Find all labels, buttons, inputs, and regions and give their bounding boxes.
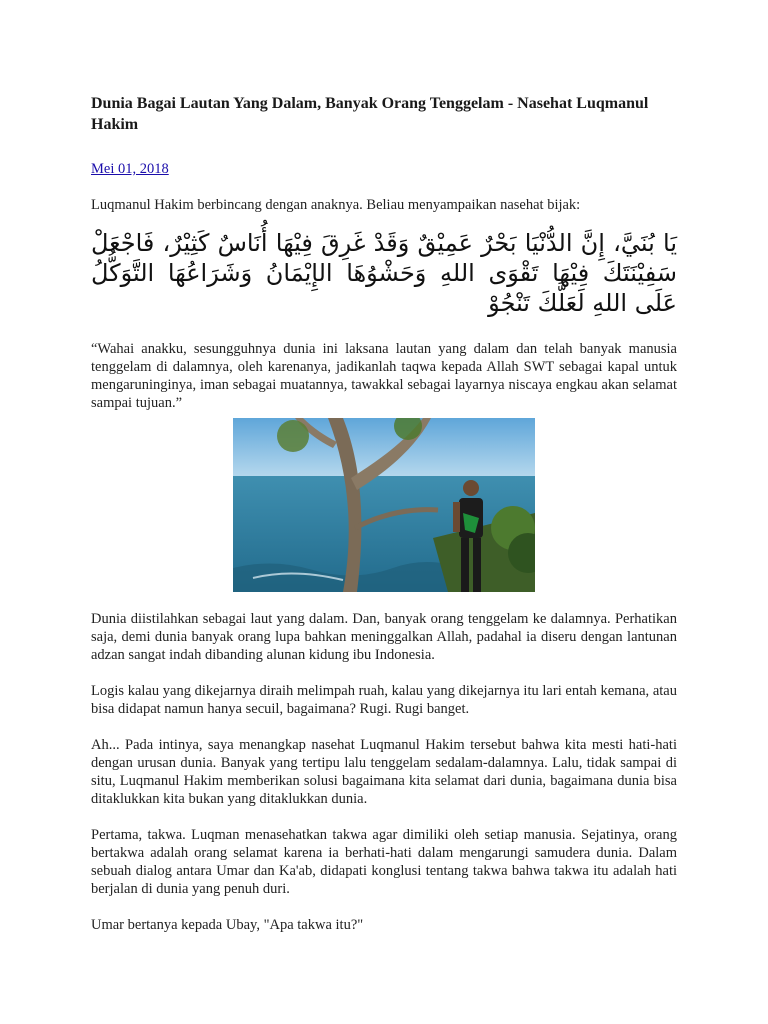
article (91, 93, 677, 934)
paragraph-1: Dunia diistilahkan sebagai laut yang dalam. Dan, banyak orang tenggelam ke dalamnya. Perhatikan saja, demi dunia banyak orang lupa bahkan meninggalkan Allah, padahal ia diseru dengan lantunan adzan sangat indah dibanding alunan kidung ibu Indonesia. (91, 611, 677, 663)
article-title: Dunia Bagai Lautan Yang Dalam, Banyak Orang Tenggelam - Nasehat Luqmanul Hakim (91, 95, 649, 133)
paragraph-4: Pertama, takwa. Luqman menasehatkan takwa agar dimiliki oleh setiap manusia. Sejatinya, orang bertakwa adalah orang selamat karena ia berhati-hati dalam mengarungi samudera dunia. Dalam sebuah dialog antara Umar dan Ka'ab, didapati konglusi tentang takwa bahwa takwa itu adalah hati berjalan di dunia yang penuh duri. (91, 827, 677, 897)
photo-sea-tree (233, 418, 535, 592)
paragraph-5: Umar bertanya kepada Ubay, "Apa takwa itu?" (91, 917, 364, 933)
translation-text: “Wahai anakku, sesungguhnya dunia ini laksana lautan yang dalam dan telah banyak manusia tenggelam di dalamnya, oleh karenanya, jadikanlah taqwa kepada Allah SWT sebagai kapal untuk mengaruninginya, iman sebagai muatannya, tawakkal sebagai layarnya niscaya engkau akan selamat sampai tujuan.” (91, 341, 677, 411)
arabic-quote: يَا بُنَيَّ، إِنَّ الدُّنْيَا بَحْرٌ عَمِيْقٌ وَقَدْ غَرِقَ فِيْهَا أُنَاسٌ كَثِيْرٌ، فَاجْعَلْ سَفِيْنَتَكَ فِيْهَا تَقْوَى اللهِ وَحَشْوُهَا الإِيْمَانُ وَشَرَاعُهَا التَّوَكُّلُ عَلَى اللهِ لَعَلَّكَ تَنْجُوْ (91, 229, 677, 317)
post-date-link[interactable]: Mei 01, 2018 (91, 161, 169, 177)
paragraph-3: Ah... Pada intinya, saya menangkap nasehat Luqmanul Hakim tersebut bahwa kita mesti hati-hati dengan urusan dunia. Banyak yang tertipu lalu tenggelam sedalam-dalamnya. Lalu, tidak sampai di situ, Luqmanul Hakim memberikan solusi bagaimana kita selamat dari dunia, bagaimana dunia bisa ditaklukkan kita bukan yang ditaklukkan dunia. (91, 737, 677, 807)
intro-text: Luqmanul Hakim berbincang dengan anaknya. Beliau menyampaikan nasehat bijak: (91, 197, 581, 213)
paragraph-2: Logis kalau yang dikejarnya diraih melimpah ruah, kalau yang dikejarnya itu lari entah kemana, atau bisa didapat namun hanya secuil, bagaimana? Rugi. Rugi banget. (91, 683, 677, 717)
